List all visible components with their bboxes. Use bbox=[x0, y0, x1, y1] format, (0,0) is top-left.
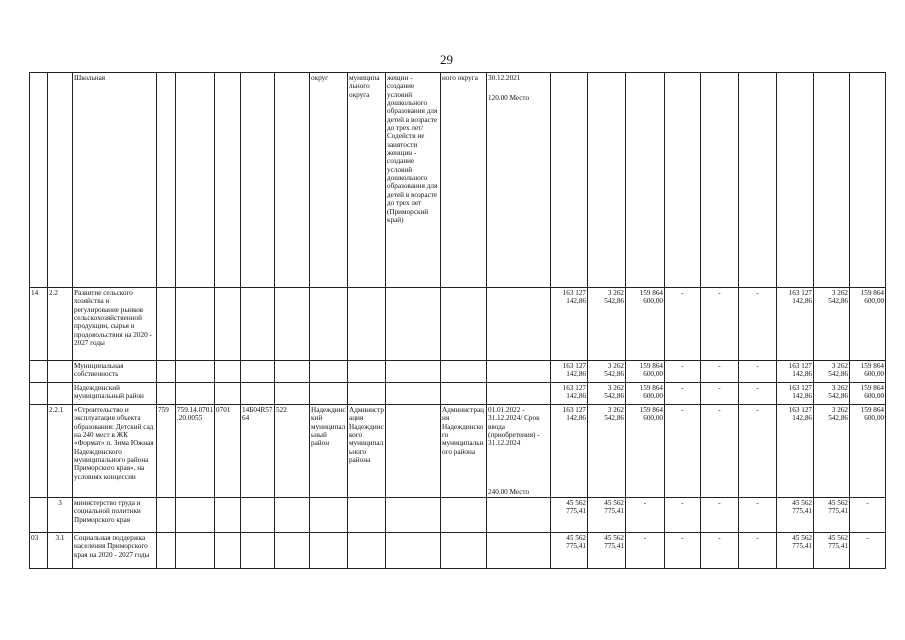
dash-cell: - bbox=[850, 498, 886, 533]
row-number: 03 bbox=[30, 533, 48, 569]
amount-cell: 163 127 142,86 bbox=[777, 361, 814, 383]
term-cell: 30.12.2021 120.00 Место bbox=[487, 73, 551, 288]
dash-cell: - bbox=[739, 383, 777, 405]
target-article-cell: 14Б04R5764 bbox=[241, 405, 275, 498]
amount-cell: 3 262 542,86 bbox=[814, 288, 850, 361]
amount-cell: 163 127 142,86 bbox=[551, 383, 588, 405]
amount-cell: 3 262 542,86 bbox=[588, 288, 626, 361]
amount-cell: 45 562 775,41 bbox=[551, 498, 588, 533]
amount-cell: 45 562 775,41 bbox=[588, 533, 626, 569]
object-name: Школьная bbox=[73, 73, 157, 288]
section-cell: 0701 bbox=[215, 405, 241, 498]
customer-cell: Администрация Надеждинского муниципального района bbox=[441, 405, 487, 498]
amount-cell: 163 127 142,86 bbox=[551, 361, 588, 383]
table-row bbox=[30, 405, 886, 498]
dash-cell: - bbox=[665, 361, 701, 383]
row-code: 3.1 bbox=[48, 533, 73, 569]
table-row bbox=[30, 383, 886, 405]
amount-cell: 159 864 600,00 bbox=[850, 383, 886, 405]
responsible-cell: Администрация Надеждинского муниципального района bbox=[348, 405, 386, 498]
dash-cell: - bbox=[701, 288, 739, 361]
amount-cell: 3 262 542,86 bbox=[814, 361, 850, 383]
row-number: 14 bbox=[30, 288, 48, 361]
goal-cell: жещин - создание условий дошкольного образования для детей в возрасте до трех лет/Содейств ие занятости женщин - создание условий дошкольного образования для детей в возрасте до трех лет (Приморский край) bbox=[386, 73, 441, 288]
object-name: министерство труда и социальной политики Приморского края bbox=[73, 498, 157, 533]
amount-cell: 159 864 600,00 bbox=[626, 361, 665, 383]
term-cell: 01.01.2022 - 31.12.2024/ Срок ввода (приобретения) - 31.12.2024 240.00 Место bbox=[487, 405, 551, 498]
kbk-cell: 759.14.0701.20.0055 bbox=[176, 405, 215, 498]
amount-cell: 45 562 775,41 bbox=[814, 533, 850, 569]
table-row bbox=[30, 361, 886, 383]
dash-cell: - bbox=[626, 498, 665, 533]
amount-cell: 163 127 142,86 bbox=[551, 405, 588, 498]
amount-cell: 3 262 542,86 bbox=[588, 405, 626, 498]
territory-cell: Надеждинский муниципальный район bbox=[310, 405, 348, 498]
table-row bbox=[30, 533, 886, 569]
object-name: Муниципальная собственность bbox=[73, 361, 157, 383]
amount-cell: 3 262 542,86 bbox=[814, 405, 850, 498]
table-row bbox=[30, 73, 886, 288]
object-name: «Строительство и эксплуатация объекта образования: Детский сад на 240 мест в ЖК «Формат» п. Зима Южная Надеждинского муниципального района Приморского края», на условиях концессии bbox=[73, 405, 157, 498]
expense-type-cell: 522 bbox=[275, 405, 310, 498]
amount-cell: 3 262 542,86 bbox=[814, 383, 850, 405]
dash-cell: - bbox=[701, 533, 739, 569]
customer-cell: ного округа bbox=[441, 73, 487, 288]
row-code: 3 bbox=[48, 498, 73, 533]
amount-cell: 45 562 775,41 bbox=[551, 533, 588, 569]
dash-cell: - bbox=[701, 498, 739, 533]
dash-cell: - bbox=[701, 405, 739, 498]
responsible-cell: муниципа льного округа bbox=[348, 73, 386, 288]
page-number: 29 bbox=[440, 52, 453, 67]
amount-cell: 163 127 142,86 bbox=[777, 405, 814, 498]
row-code: 2.2.1 bbox=[48, 405, 73, 498]
amount-cell: 45 562 775,41 bbox=[777, 533, 814, 569]
grbs-cell: 759 bbox=[157, 405, 176, 498]
amount-cell: 3 262 542,86 bbox=[588, 383, 626, 405]
territory-cell: округ bbox=[310, 73, 348, 288]
dash-cell: - bbox=[665, 383, 701, 405]
object-name: Надеждинский муниципальный район bbox=[73, 383, 157, 405]
amount-cell: 45 562 775,41 bbox=[777, 498, 814, 533]
dash-cell: - bbox=[626, 533, 665, 569]
dash-cell: - bbox=[739, 361, 777, 383]
investment-table bbox=[29, 72, 886, 569]
amount-cell: 45 562 775,41 bbox=[814, 498, 850, 533]
dash-cell: - bbox=[850, 533, 886, 569]
table-row bbox=[30, 498, 886, 533]
amount-cell: 163 127 142,86 bbox=[551, 288, 588, 361]
object-name: Социальная поддержка населения Приморского края на 2020 - 2027 годы bbox=[73, 533, 157, 569]
dash-cell: - bbox=[701, 383, 739, 405]
dash-cell: - bbox=[739, 498, 777, 533]
dash-cell: - bbox=[701, 361, 739, 383]
amount-cell: 45 562 775,41 bbox=[588, 498, 626, 533]
dash-cell: - bbox=[665, 288, 701, 361]
row-code: 2.2 bbox=[48, 288, 73, 361]
amount-cell: 159 864 600,00 bbox=[850, 405, 886, 498]
dash-cell: - bbox=[665, 533, 701, 569]
amount-cell: 3 262 542,86 bbox=[588, 361, 626, 383]
dash-cell: - bbox=[739, 405, 777, 498]
dash-cell: - bbox=[739, 288, 777, 361]
amount-cell: 159 864 600,00 bbox=[626, 288, 665, 361]
amount-cell: 163 127 142,86 bbox=[777, 288, 814, 361]
amount-cell: 159 864 600,00 bbox=[850, 361, 886, 383]
object-name: Развитие сельского хозяйства и регулирование рынков сельскохозяйственной продукции, сырья и продовольствия на 2020 - 2027 годы bbox=[73, 288, 157, 361]
amount-cell: 163 127 142,86 bbox=[777, 383, 814, 405]
dash-cell: - bbox=[665, 405, 701, 498]
amount-cell: 159 864 600,00 bbox=[850, 288, 886, 361]
amount-cell: 159 864 600,00 bbox=[626, 383, 665, 405]
amount-cell: 159 864 600,00 bbox=[626, 405, 665, 498]
table-row bbox=[30, 288, 886, 361]
dash-cell: - bbox=[739, 533, 777, 569]
dash-cell: - bbox=[665, 498, 701, 533]
